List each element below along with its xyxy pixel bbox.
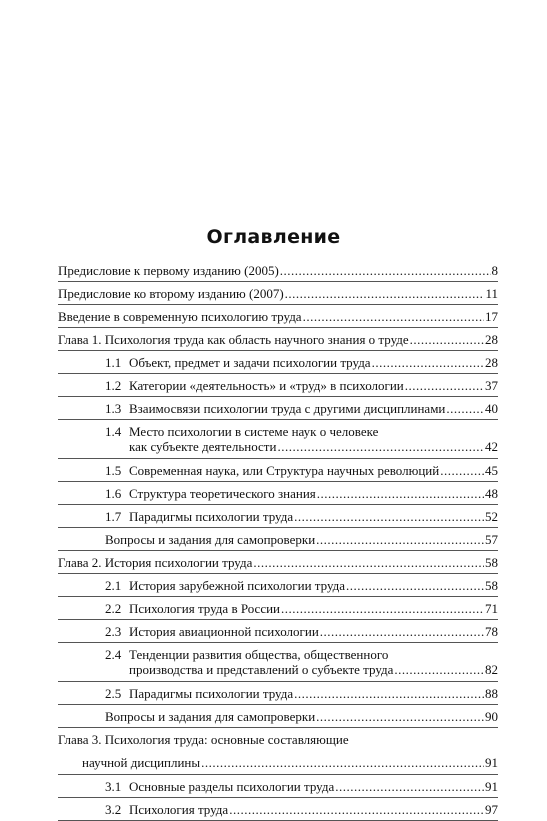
toc-entry-title: Категории «деятельность» и «труд» в психологии bbox=[129, 378, 404, 393]
toc-entry-title: Место психологии в системе наук о человеке bbox=[129, 424, 379, 439]
leader-dots bbox=[440, 463, 484, 478]
section-number: 2.2 bbox=[105, 601, 122, 616]
toc-page-number: 90 bbox=[485, 709, 498, 724]
toc-entry-title: Объект, предмет и задачи психологии труда bbox=[129, 355, 371, 370]
section-number: 1.2 bbox=[105, 378, 122, 393]
toc-page-number: 28 bbox=[485, 355, 498, 370]
toc-section-entry bbox=[58, 682, 498, 705]
section-number: 2.4 bbox=[105, 647, 122, 662]
toc-entry-title: История зарубежной психологии труда bbox=[129, 578, 346, 593]
section-number: 2.5 bbox=[105, 686, 122, 701]
toc-entry-title: Парадигмы психологии труда bbox=[129, 686, 294, 701]
toc-page-number: 58 bbox=[485, 578, 498, 593]
leader-dots bbox=[201, 755, 484, 770]
toc-page-number: 78 bbox=[485, 624, 498, 639]
toc-entry-title: Глава 3. Психология труда: основные составляющие bbox=[58, 732, 349, 747]
toc-page-number: 58 bbox=[485, 555, 498, 570]
toc-section-entry bbox=[58, 482, 498, 505]
toc-entry-title: Введение в современную психологию труда bbox=[58, 309, 302, 324]
page-title: Оглавление bbox=[206, 226, 341, 248]
section-number: 1.4 bbox=[105, 424, 122, 439]
toc-page-number: 52 bbox=[485, 509, 498, 524]
section-number: 1.3 bbox=[105, 401, 122, 416]
leader-dots bbox=[294, 686, 484, 701]
toc-entry bbox=[58, 305, 498, 328]
leader-dots bbox=[285, 286, 485, 301]
section-number: 3.1 bbox=[105, 779, 122, 794]
toc-section-entry bbox=[58, 775, 498, 798]
toc-section-entry bbox=[58, 597, 498, 620]
toc-page-number: 82 bbox=[485, 662, 498, 677]
leader-dots bbox=[229, 802, 484, 817]
toc-entry-title: Глава 1. Психология труда как область научного знания о труде bbox=[58, 332, 409, 347]
toc-entry-title: История авиационной психологии bbox=[129, 624, 319, 639]
toc-section-entry bbox=[58, 643, 498, 682]
leader-dots bbox=[281, 601, 484, 616]
toc-page-number: 88 bbox=[485, 686, 498, 701]
leader-dots bbox=[372, 355, 484, 370]
toc-entry-title-continued: научной дисциплины bbox=[82, 755, 201, 770]
toc-questions-entry bbox=[58, 705, 498, 728]
toc-entry-title: Психология труда в России bbox=[129, 601, 281, 616]
toc-questions-entry bbox=[58, 528, 498, 551]
toc-entry-title: Вопросы и задания для самопроверки bbox=[105, 532, 316, 547]
section-number: 2.1 bbox=[105, 578, 122, 593]
section-number: 1.7 bbox=[105, 509, 122, 524]
toc-entry-title: Вопросы и задания для самопроверки bbox=[105, 709, 316, 724]
leader-dots bbox=[335, 779, 484, 794]
toc-page-number: 8 bbox=[491, 263, 498, 278]
leader-dots bbox=[277, 439, 484, 454]
toc-section-entry bbox=[58, 397, 498, 420]
toc-page-number: 57 bbox=[485, 532, 498, 547]
leader-dots bbox=[316, 709, 484, 724]
leader-dots bbox=[294, 509, 484, 524]
toc-page-number: 28 bbox=[485, 332, 498, 347]
toc-page-number: 71 bbox=[485, 601, 498, 616]
toc-section-entry bbox=[58, 798, 498, 821]
toc-entry-title: Основные разделы психологии труда bbox=[129, 779, 335, 794]
toc-entry-title: Современная наука, или Структура научных революций bbox=[129, 463, 440, 478]
leader-dots bbox=[316, 532, 484, 547]
toc-entry-title: Тенденции развития общества, общественного bbox=[129, 647, 389, 662]
toc-entry bbox=[58, 282, 498, 305]
toc-entry-title: Предисловие к первому изданию (2005) bbox=[58, 263, 279, 278]
section-number: 1.1 bbox=[105, 355, 122, 370]
toc-page-number: 45 bbox=[485, 463, 498, 478]
leader-dots bbox=[405, 378, 484, 393]
toc-page-number: 97 bbox=[485, 802, 498, 817]
leader-dots bbox=[394, 662, 484, 677]
toc-entry bbox=[58, 259, 498, 282]
toc-section-entry bbox=[58, 351, 498, 374]
toc-section-entry bbox=[58, 505, 498, 528]
leader-dots bbox=[253, 555, 484, 570]
toc-entry-title: Взаимосвязи психологии труда с другими дисциплинами bbox=[129, 401, 446, 416]
table-of-contents bbox=[58, 259, 498, 821]
toc-page-number: 17 bbox=[485, 309, 498, 324]
toc-chapter-entry bbox=[58, 328, 498, 351]
section-number: 2.3 bbox=[105, 624, 122, 639]
toc-page-number: 40 bbox=[485, 401, 498, 416]
toc-page-number: 91 bbox=[485, 779, 498, 794]
toc-section-entry bbox=[58, 459, 498, 482]
toc-entry-title: Психология труда bbox=[129, 802, 229, 817]
toc-entry-title: Структура теоретического знания bbox=[129, 486, 316, 501]
toc-page-number: 37 bbox=[485, 378, 498, 393]
toc-section-entry bbox=[58, 620, 498, 643]
leader-dots bbox=[303, 309, 484, 324]
section-number: 1.6 bbox=[105, 486, 122, 501]
toc-section-entry bbox=[58, 574, 498, 597]
section-number: 3.2 bbox=[105, 802, 122, 817]
toc-chapter-entry bbox=[58, 551, 498, 574]
leader-dots bbox=[317, 486, 484, 501]
leader-dots bbox=[320, 624, 484, 639]
toc-page-number: 11 bbox=[485, 286, 498, 301]
section-number: 1.5 bbox=[105, 463, 122, 478]
leader-dots bbox=[410, 332, 484, 347]
toc-chapter-entry bbox=[58, 728, 498, 775]
toc-entry-title: Парадигмы психологии труда bbox=[129, 509, 294, 524]
toc-entry-title-continued: производства и представлений о субъекте труда bbox=[129, 662, 394, 677]
toc-page-number: 48 bbox=[485, 486, 498, 501]
toc-section-entry bbox=[58, 374, 498, 397]
toc-entry-title: Предисловие ко второму изданию (2007) bbox=[58, 286, 284, 301]
leader-dots bbox=[280, 263, 491, 278]
toc-section-entry bbox=[58, 420, 498, 459]
toc-entry-title: Глава 2. История психологии труда bbox=[58, 555, 253, 570]
leader-dots bbox=[346, 578, 484, 593]
toc-page-number: 42 bbox=[485, 439, 498, 454]
leader-dots bbox=[446, 401, 484, 416]
toc-entry-title-continued: как субъекте деятельности bbox=[129, 439, 277, 454]
toc-page-number: 91 bbox=[485, 755, 498, 770]
